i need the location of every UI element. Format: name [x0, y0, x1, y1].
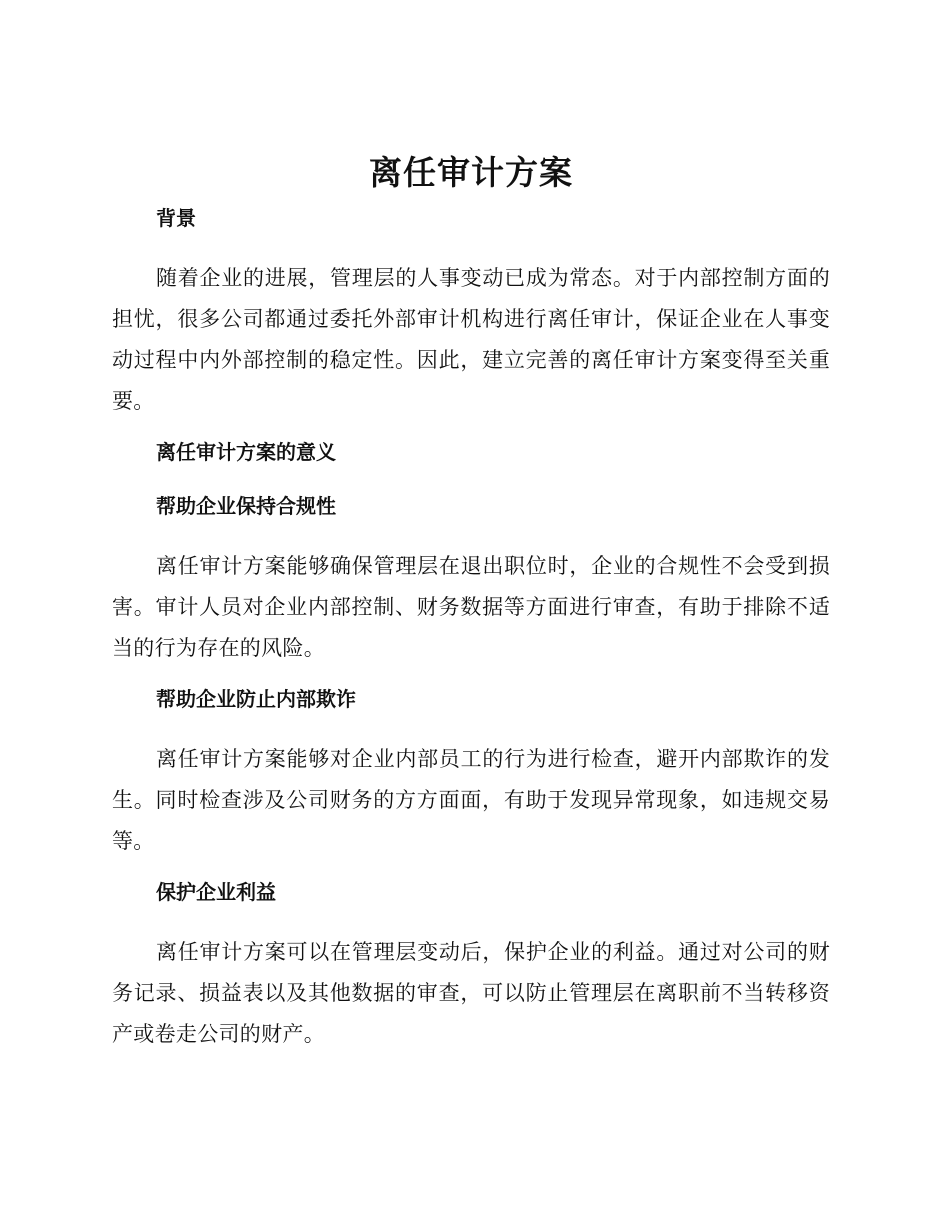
- document-title: 离任审计方案: [369, 153, 573, 192]
- section-paragraph: 离任审计方案能够对企业内部员工的行为进行检查，避开内部欺诈的发生。同时检查涉及公司财务的方方面面，有助于发现异常现象，如违规交易等。: [112, 747, 830, 853]
- section-heading: 保护企业利益: [156, 880, 276, 904]
- section-fraud-prevention: [112, 685, 830, 862]
- section-background: [112, 204, 830, 422]
- section-heading: 帮助企业防止内部欺诈: [156, 687, 356, 711]
- section-compliance: [112, 492, 830, 669]
- section-heading: 帮助企业保持合规性: [156, 494, 336, 518]
- section-protect-interests: [112, 878, 830, 1055]
- section-heading: 背景: [156, 206, 196, 230]
- section-paragraph: 离任审计方案可以在管理层变动后，保护企业的利益。通过对公司的财务记录、损益表以及其他数据的审查，可以防止管理层在离职前不当转移资产或卷走公司的财产。: [112, 940, 830, 1046]
- document-page: [112, 150, 830, 1071]
- section-paragraph: 随着企业的进展，管理层的人事变动已成为常态。对于内部控制方面的担忧，很多公司都通过委托外部审计机构进行离任审计，保证企业在人事变动过程中内外部控制的稳定性。因此，建立完善的离任审计方案变得至关重要。: [112, 266, 830, 413]
- section-significance: [112, 438, 830, 466]
- section-paragraph: 离任审计方案能够确保管理层在退出职位时，企业的合规性不会受到损害。审计人员对企业内部控制、财务数据等方面进行审查，有助于排除不适当的行为存在的风险。: [112, 554, 830, 660]
- section-heading: 离任审计方案的意义: [156, 440, 336, 464]
